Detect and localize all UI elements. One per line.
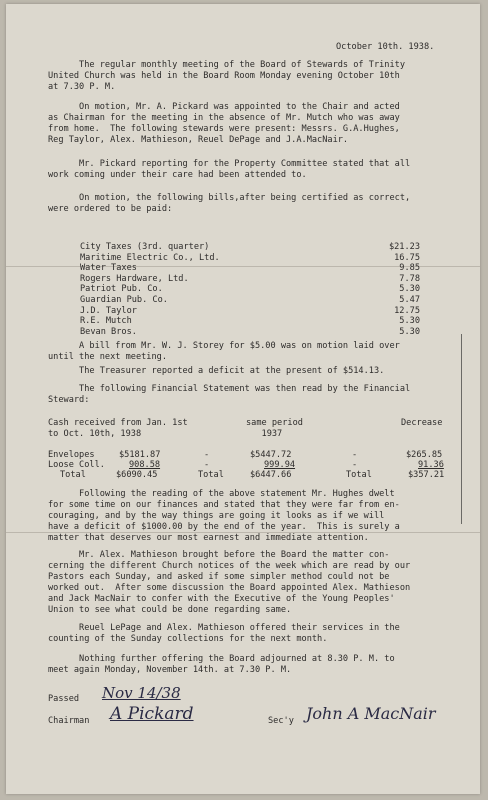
meeting-date: October 10th. 1938. [336,42,435,52]
fin-row-dash: - [204,450,210,460]
bill-amount: 5.47 [399,294,420,305]
fin-row-1938: $5181.87 [119,450,161,460]
fin-total-label: Total [346,470,372,480]
bill-name: R.E. Mutch [80,316,132,327]
paragraph-bills-intro: On motion, the following bills,after being certified as correct, were ordered to be paid: [48,193,411,214]
bill-amount: 5.30 [399,326,420,337]
paragraph-treasurer: The Treasurer reported a deficit at the present of $514.13. [48,366,385,376]
bill-amount: 7.78 [399,273,420,284]
paragraph-chair: On motion, Mr. A. Pickard was appointed to the Chair and acted as Chairman for the meeting in the absence of Mr. Mutch who was away from home. The following stewards were present: Messrs. G.A.Hughes, Reg Taylor, Alex. Mathieson, Reuel DePage and J.A.MacNair. [48,102,400,145]
bill-amount: 9.85 [399,263,420,274]
bill-row [80,306,420,317]
bill-name: City Taxes (3rd. quarter) [80,242,210,252]
fin-row-dash: - [352,450,358,460]
bill-amount: $21.23 [388,242,420,252]
fin-total-1938: $6090.45 [116,470,158,480]
fin-head-1937: same period 1937 [246,418,303,439]
bill-amount: 16.75 [394,252,420,263]
fin-row-dash: - [352,460,358,470]
margin-rule [461,334,462,524]
bill-row [80,316,420,327]
paragraph-property: Mr. Pickard reporting for the Property Committee stated that all work coming under their care had been attended to. [48,159,411,180]
fin-total-label: Total [198,470,224,480]
fin-row-label: Envelopes [48,450,95,460]
paragraph-hughes: Following the reading of the above statement Mr. Hughes dwelt for some time on our finances and stated that they were far from en- couraging, and by the way things are going it looks as if we will have a deficit of $1000.00 by the end of the year. This is surely a matter that deserves our most earnest and immediate attention. [48,489,400,543]
chairman-label: Chairman [48,716,90,726]
paragraph-adjourn: Nothing further offering the Board adjourned at 8.30 P. M. to meet again Monday, November 14th. at 7.30 P. M. [48,654,395,675]
paragraph-lepage: Reuel LePage and Alex. Mathieson offered their services in the counting of the Sunday collections for the next month. [48,623,400,644]
fin-row-1937: $5447.72 [250,450,292,460]
fin-head-1938: Cash received from Jan. 1st to Oct. 10th, 1938 [48,418,188,439]
passed-date-handwritten: Nov 14/38 [102,684,181,702]
paragraph-financial-intro: The following Financial Statement was then read by the Financial Steward: [48,384,411,405]
bill-amount: 5.30 [399,284,420,295]
paragraph-mathieson: Mr. Alex. Mathieson brought before the Board the matter con- cerning the different Church notices of the week which are read by our Pastors each Sunday, and asked if some simpler method could not be worked out. After some discussion the Board appointed Alex. Mathieson and Jack MacNair to confer with the Executive of the Young Peoples' Union to see what could be done regarding same. [48,550,411,615]
fin-row-1938: 908.58 [129,460,161,470]
fin-total-1937: $6447.66 [250,470,292,480]
bill-row [80,253,420,264]
fin-row-dash: - [204,460,210,470]
bill-row [80,327,420,338]
chairman-signature: A Pickard [110,704,194,724]
fin-row-decrease: 91.36 [418,460,444,470]
fin-total-decrease: $357.21 [408,470,445,480]
bill-row [80,274,420,285]
fin-head-decrease: Decrease [401,418,443,428]
secy-signature: John A MacNair [306,704,436,723]
minutes-page [6,4,480,794]
bill-name: J.D. Taylor [80,305,137,316]
bill-row [80,263,420,274]
fin-total-label: Total [60,470,86,480]
bill-name: Maritime Electric Co., Ltd. [80,252,220,263]
fin-row-1937: 999.94 [264,460,296,470]
bills-list [80,242,420,337]
bill-name: Rogers Hardware, Ltd. [80,273,189,284]
secy-label: Sec'y [268,716,294,726]
passed-label: Passed [48,694,80,704]
fin-row-label: Loose Coll. [48,460,105,470]
bill-name: Water Taxes [80,263,137,274]
bill-amount: 5.30 [399,316,420,327]
bill-amount: 12.75 [394,305,420,316]
bill-name: Bevan Bros. [80,326,137,337]
paragraph-storey-bill: A bill from Mr. W. J. Storey for $5.00 was on motion laid over until the next meeting. [48,341,400,362]
bill-row [80,242,420,253]
bill-name: Guardian Pub. Co. [80,294,168,305]
fin-row-decrease: $265.85 [406,450,443,460]
bill-row [80,295,420,306]
paragraph-opening: The regular monthly meeting of the Board of Stewards of Trinity United Church was held in the Board Room Monday evening October 10th at 7.30 P. M. [48,60,405,92]
bill-row [80,284,420,295]
bill-name: Patriot Pub. Co. [80,284,163,295]
